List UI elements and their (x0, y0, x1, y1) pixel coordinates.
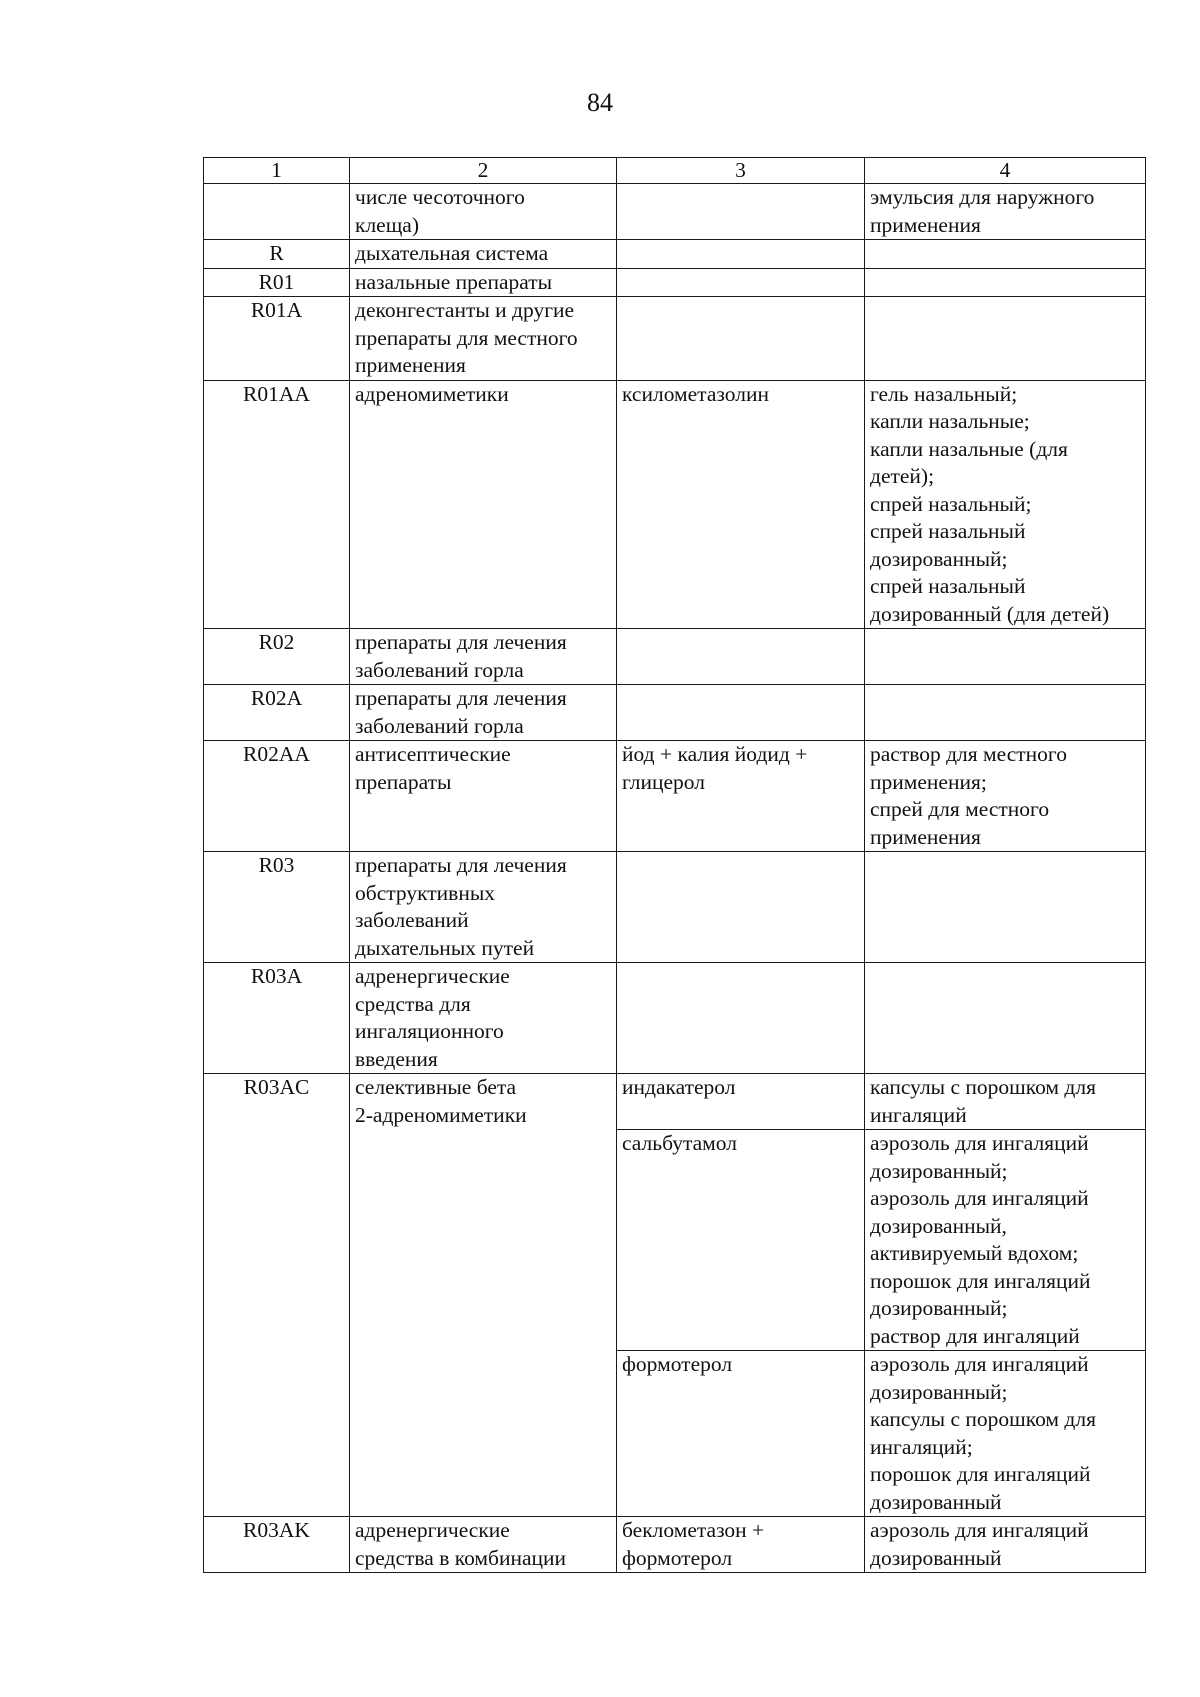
group-cell: адренергические средства для ингаляционного введения (350, 963, 617, 1074)
table-row (204, 685, 1146, 741)
group-cell: адреномиметики (350, 380, 617, 629)
dosage-form-cell: эмульсия для наружного применения (865, 184, 1146, 240)
drug-cell (617, 184, 865, 240)
atc-code-cell: R02AA (204, 741, 350, 852)
table-row (204, 963, 1146, 1074)
drug-cell: сальбутамол (617, 1130, 865, 1351)
group-cell: дыхательная система (350, 240, 617, 269)
dosage-form-cell (865, 963, 1146, 1074)
group-cell: деконгестанты и другие препараты для местного применения (350, 297, 617, 381)
drug-cell (617, 685, 865, 741)
atc-code-cell: R01 (204, 268, 350, 297)
drug-cell (617, 852, 865, 963)
dosage-form-cell (865, 629, 1146, 685)
atc-code-cell: R (204, 240, 350, 269)
dosage-form-cell: аэрозоль для ингаляций дозированный (865, 1517, 1146, 1573)
drug-cell (617, 268, 865, 297)
atc-code-cell: R03AC (204, 1074, 350, 1517)
group-cell: адренергические средства в комбинации (350, 1517, 617, 1573)
dosage-form-cell: аэрозоль для ингаляций дозированный; капсулы с порошком для ингаляций; порошок для ингаляций дозированный (865, 1351, 1146, 1517)
atc-code-cell: R01A (204, 297, 350, 381)
table-row (204, 629, 1146, 685)
column-header-4: 4 (865, 158, 1146, 184)
header-row (204, 158, 1146, 184)
group-cell: числе чесоточного клеща) (350, 184, 617, 240)
table-row (204, 852, 1146, 963)
dosage-form-cell (865, 685, 1146, 741)
dosage-form-cell (865, 297, 1146, 381)
group-cell: препараты для лечения заболеваний горла (350, 629, 617, 685)
atc-code-cell: R03 (204, 852, 350, 963)
drug-cell: формотерол (617, 1351, 865, 1517)
table-row (204, 268, 1146, 297)
drug-table (203, 157, 1146, 1573)
dosage-form-cell (865, 852, 1146, 963)
table-row (204, 240, 1146, 269)
table-row (204, 741, 1146, 852)
dosage-form-cell: аэрозоль для ингаляций дозированный; аэрозоль для ингаляций дозированный, активируемый вдохом; порошок для ингаляций дозированный; раствор для ингаляций (865, 1130, 1146, 1351)
atc-code-cell: R01AA (204, 380, 350, 629)
group-cell: антисептические препараты (350, 741, 617, 852)
column-header-1: 1 (204, 158, 350, 184)
table-row (204, 1517, 1146, 1573)
group-cell: назальные препараты (350, 268, 617, 297)
dosage-form-cell: раствор для местного применения; спрей для местного применения (865, 741, 1146, 852)
drug-cell: беклометазон + формотерол (617, 1517, 865, 1573)
group-cell: селективные бета 2-адреномиметики (350, 1074, 617, 1517)
dosage-form-cell: гель назальный; капли назальные; капли назальные (для детей); спрей назальный; спрей назальный дозированный; спрей назальный дозированный (для детей) (865, 380, 1146, 629)
atc-code-cell: R03AK (204, 1517, 350, 1573)
atc-code-cell: R03A (204, 963, 350, 1074)
drug-cell: ксилометазолин (617, 380, 865, 629)
page-number: 84 (587, 88, 613, 117)
drug-cell: йод + калия йодид + глицерол (617, 741, 865, 852)
table-row (204, 184, 1146, 240)
atc-code-cell: R02 (204, 629, 350, 685)
column-header-3: 3 (617, 158, 865, 184)
group-cell: препараты для лечения обструктивных заболеваний дыхательных путей (350, 852, 617, 963)
dosage-form-cell: капсулы с порошком для ингаляций (865, 1074, 1146, 1130)
dosage-form-cell (865, 268, 1146, 297)
drug-cell (617, 297, 865, 381)
drug-cell (617, 963, 865, 1074)
table-row (204, 380, 1146, 629)
table-row (204, 297, 1146, 381)
column-header-2: 2 (350, 158, 617, 184)
atc-code-cell: R02A (204, 685, 350, 741)
dosage-form-cell (865, 240, 1146, 269)
drug-cell: индакатерол (617, 1074, 865, 1130)
drug-cell (617, 629, 865, 685)
table-row (204, 1074, 1146, 1130)
atc-code-cell (204, 184, 350, 240)
drug-cell (617, 240, 865, 269)
group-cell: препараты для лечения заболеваний горла (350, 685, 617, 741)
